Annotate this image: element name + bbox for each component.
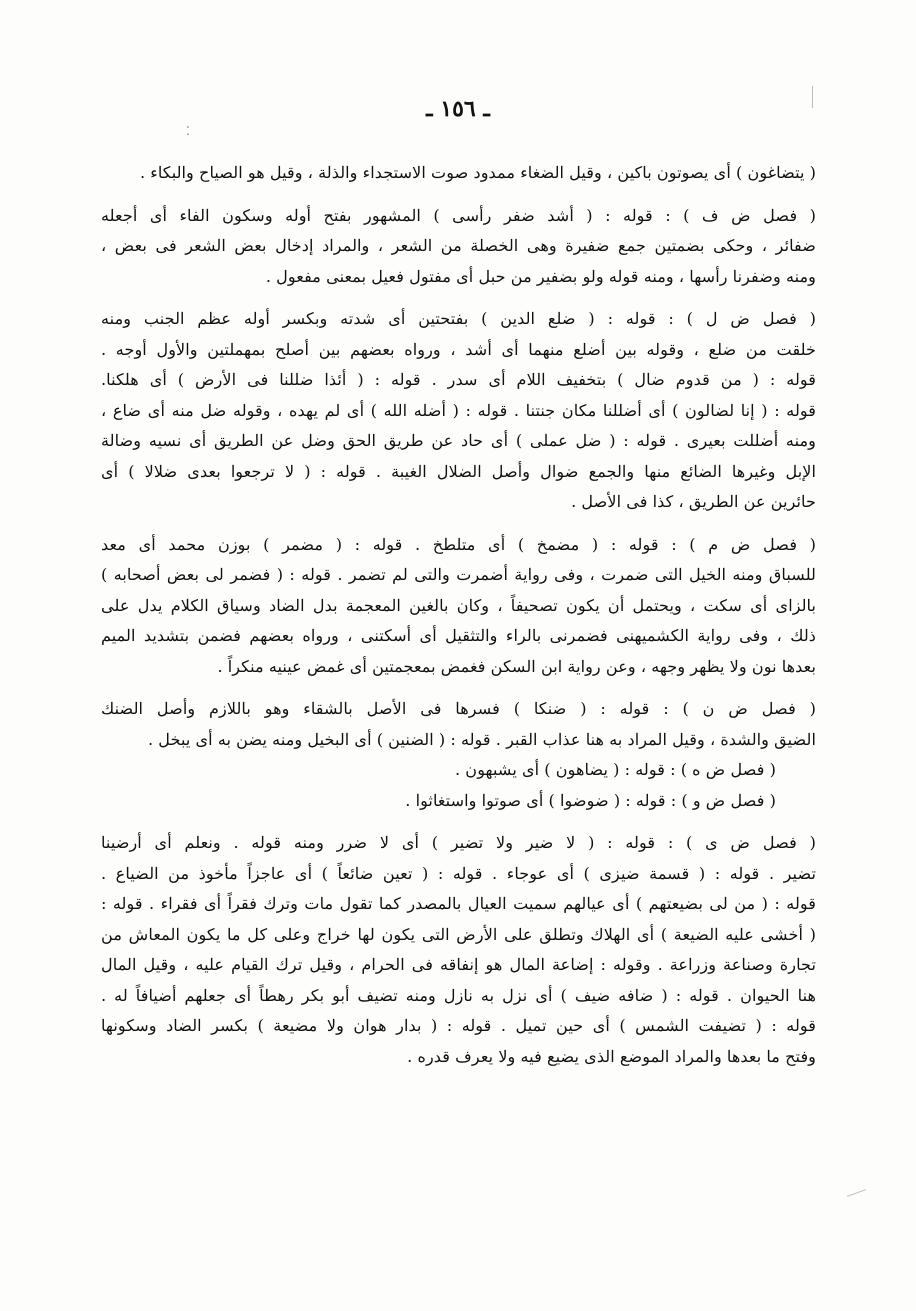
scan-edge-mark xyxy=(847,1189,866,1197)
paragraph-dad-fa xyxy=(101,201,816,293)
text-line: ( فصل ض و ) : قوله : ( ضوضوا ) أى صوتوا واستغاثوا . xyxy=(405,790,776,810)
text-column xyxy=(101,158,816,1072)
text-line: بالزاى أى سكت ، ويحتمل أن يكون تصحيفاً ، وكان بالغين المعجمة بدل الضاد وسياق الكلام يدل على xyxy=(101,595,816,615)
text-line: هنا الحيوان . قوله : ( ضافه ضيف ) أى نزل به نازل ومنه تضيف أبو بكر رهطاً أى جعلهم أضيافاً له . xyxy=(101,985,816,1005)
paragraph-dad-mim xyxy=(101,530,816,683)
text-line: الضيق والشدة ، وقيل المراد به هنا عذاب القبر . قوله : ( الضنين ) أى البخيل ومنه يضن به أى يبخل . xyxy=(147,729,816,749)
paragraph-yatadaghoun xyxy=(101,158,816,189)
text-line: ( فصل ض ى ) : قوله : ( لا ضير ولا تضير ) أى لا ضرر ومنه قوله . ونعلم أى أرضينا xyxy=(101,833,816,852)
text-line: حائرين عن الطريق ، كذا فى الأصل . xyxy=(571,492,816,511)
text-line: ( فصل ض ن ) : قوله : ( ضنكا ) فسرها فى الأصل بالشقاء وهو باللازم وأصل الضنك xyxy=(101,699,816,718)
text-line: وفتح ما بعدها والمراد الموضع الذى يضيع فيه ولا يعرف قدره . xyxy=(407,1046,816,1066)
paragraph-dad-lam xyxy=(101,304,816,518)
text-line: قوله : ( تضيفت الشمس ) أى حين تميل . قوله : ( بدار هوان ولا مضيعة ) بكسر الضاد وسكونها xyxy=(101,1016,816,1035)
text-line: ( فصل ض م ) : قوله : ( مضمخ ) أى متلطخ . قوله : ( مضمر ) بوزن محمد أى معد xyxy=(101,534,816,554)
paragraph-dad-nun xyxy=(101,694,816,816)
text-line: ومنه أضللت بعيرى . قوله : ( ضل عملى ) أى حاد عن طريق الحق وضل عن الطريق أى نسيه وضالة xyxy=(101,431,816,450)
page-number: ـ ١٥٦ ـ xyxy=(426,96,490,122)
text-line: ( فصل ض ل ) : قوله : ( ضلع الدين ) بفتحتين أى شدته وبكسر أوله عظم الجنب ومنه xyxy=(101,309,816,328)
text-line: بعدها نون ولا يظهر وجهه ، وعن رواية ابن السكن فغمض بمعجمتين أى غمض عينيه منكراً . xyxy=(217,656,816,676)
text-line: قوله : ( من قدوم ضال ) بتخفيف اللام أى سدر . قوله : ( أئذا ضللنا فى الأرض ) أى هلكنا. xyxy=(101,370,816,389)
text-line: ( أخشى عليه الضيعة ) أى الهلاك وتطلق على الأرض التى يكون لها خراج وعلى كل ما يكون المعاش من xyxy=(101,924,816,944)
dot-mark: ⁚ xyxy=(186,124,190,138)
text-line: ( فصل ض ه ) : قوله : ( يضاهون ) أى يشبهون . xyxy=(455,760,776,779)
text-line: تضير . قوله : ( قسمة ضيزى ) أى عوجاء . قوله : ( تعين ضائعاً ) أى عاجزاً مأخوذ من الضياع . xyxy=(101,863,816,883)
text-line: للسباق ومنه الخيل التى ضمرت ، وفى رواية أضمرت والتى لم تضمر . قوله : ( فضمر لى بعض أصحابه ) xyxy=(101,565,816,584)
scan-edge-mark xyxy=(812,86,813,108)
text-line: ومنه وضفرنا رأسها ، ومنه قوله ولو بضفير من حبل أى مفتول فعيل بمعنى مفعول . xyxy=(265,266,816,286)
text-line: خلقت من ضلع ، وقوله بين أضلع منهما أى أشد ، ورواه بعضهم بين أصلح بمهملتين والأول أوجه . xyxy=(101,339,816,359)
text-line: تجارة وصناعة وزراعة . وقوله : إضاعة المال هو إنفاقه فى الحرام ، وقيل ترك القيام عليه ، وقيل المال xyxy=(101,955,816,974)
text-line: الإبل وغيرها الضائع منها والجمع ضوال وأصل الضلال الغيبة . قوله : ( لا ترجعوا بعدى ضلالا ) أى xyxy=(101,461,816,481)
text-line: ( فصل ض ف ) : قوله : ( أشد ضفر رأسى ) المشهور بفتح أوله وسكون الفاء أى أجعله xyxy=(101,205,816,225)
text-line: قوله : ( إنا لضالون ) أى أضللنا مكان جنتنا . قوله : ( أضله الله ) أى لم يهده ، وقوله ضل منه أى ضاع ، xyxy=(101,400,816,420)
text-line: قوله : ( من لى بضيعتهم ) أى عيالهم سميت العيال بالمصدر كما تقول مات وترك فقراً أى فقراء . قوله : xyxy=(101,894,816,913)
text-line: ذلك ، وفى رواية الكشميهنى فضمرنى بالراء والتثقيل أى أسكتنى ، ورواه بعضهم فضمن بتشديد الميم xyxy=(101,626,816,645)
text-line: ضفائر ، وحكى بضمتين جمع ضفيرة وهى الخصلة من الشعر ، والمراد إدخال بعض الشعر فى بعض ، xyxy=(101,236,816,255)
text-line: ( يتضاغون ) أى يصوتون باكين ، وقيل الضغاء ممدود صوت الاستجداء والذلة ، وقيل هو الصياح والبكاء . xyxy=(139,163,816,182)
paragraph-dad-ya xyxy=(101,828,816,1072)
